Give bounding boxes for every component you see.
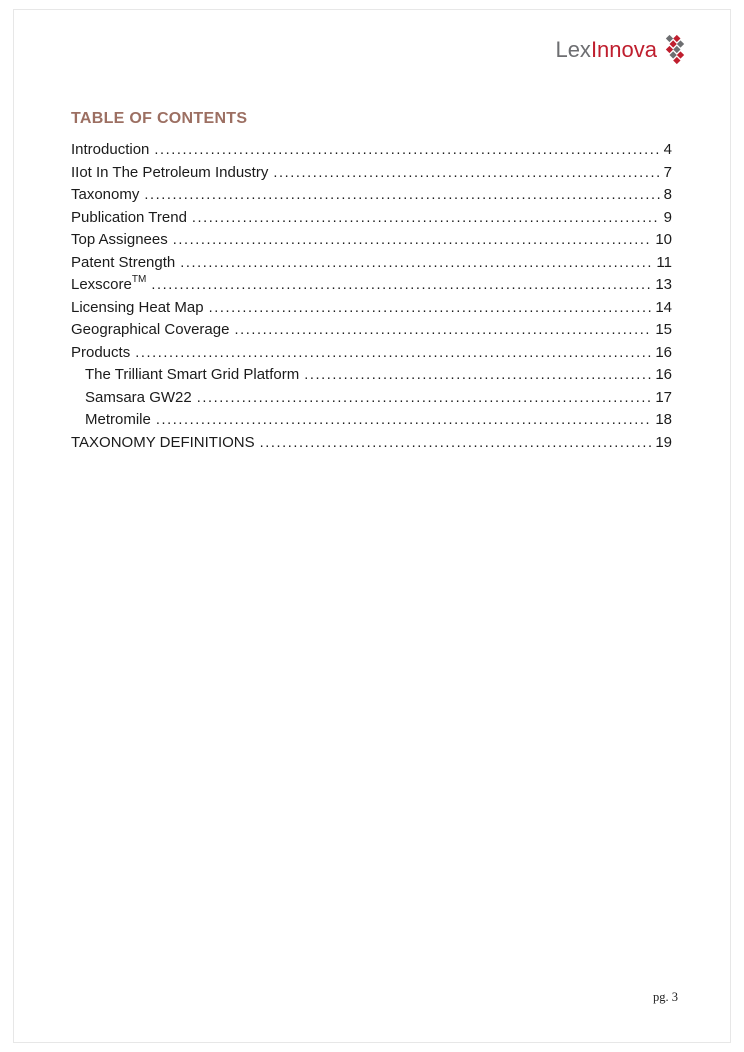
toc-dot-leader <box>173 230 652 252</box>
toc-entry-page-number: 18 <box>655 411 672 428</box>
toc-entry-title: Products <box>71 343 131 361</box>
toc-entry-title: Lexscore™ <box>71 274 147 293</box>
logo-lex: Lex <box>555 36 591 62</box>
toc-entry-page-number: 10 <box>655 231 672 248</box>
toc-entry-title: Introduction <box>71 141 150 158</box>
toc-entry-page-number: 4 <box>663 141 672 158</box>
toc-entry[interactable] <box>71 274 672 297</box>
toc-dot-leader <box>144 185 659 207</box>
toc-dot-leader <box>151 275 651 297</box>
toc-list <box>71 139 672 454</box>
toc-entry[interactable] <box>71 162 672 185</box>
toc-entry[interactable] <box>71 184 672 207</box>
toc-dot-leader <box>304 365 651 387</box>
toc-entry-page-number: 16 <box>655 366 672 383</box>
toc-entry-title: IIot In The Petroleum Industry <box>71 163 269 181</box>
toc-entry[interactable] <box>71 432 672 455</box>
toc-dot-leader <box>156 410 651 432</box>
toc-entry-title: Samsara GW22 <box>85 388 192 406</box>
toc-dot-leader <box>273 163 659 185</box>
toc-entry-page-number: 9 <box>663 208 672 226</box>
toc-entry-page-number: 19 <box>655 433 672 451</box>
logo <box>555 33 686 66</box>
toc-entry-title: The Trilliant Smart Grid Platform <box>85 366 300 383</box>
toc-entry[interactable] <box>71 387 672 410</box>
page-number-footer: pg. 3 <box>653 990 678 1004</box>
toc-entry-page-number: 13 <box>655 276 672 293</box>
toc-entry-page-number: 16 <box>655 343 672 361</box>
toc-entry-page-number: 15 <box>655 321 672 338</box>
toc-entry[interactable] <box>71 409 672 432</box>
toc-entry[interactable] <box>71 342 672 365</box>
toc-entry-title: Taxonomy <box>71 186 140 203</box>
toc-entry[interactable] <box>71 207 672 230</box>
toc-entry-title: Licensing Heat Map <box>71 298 204 316</box>
toc-dot-leader <box>234 320 651 342</box>
toc-heading: TABLE OF CONTENTS <box>71 110 248 127</box>
toc-dot-leader <box>135 343 651 365</box>
toc-dot-leader <box>154 140 659 162</box>
toc-entry[interactable] <box>71 364 672 387</box>
toc-entry-title: Patent Strength <box>71 253 176 271</box>
toc-entry-page-number: 8 <box>663 186 672 203</box>
toc-dot-leader <box>260 433 652 455</box>
toc-entry-title: Top Assignees <box>71 231 168 248</box>
toc-dot-leader <box>197 388 652 410</box>
toc-entry[interactable] <box>71 229 672 252</box>
toc-entry-title: TAXONOMY DEFINITIONS <box>71 433 255 451</box>
toc-entry-title: Metromile <box>85 411 151 428</box>
toc-entry[interactable] <box>71 139 672 162</box>
toc-dot-leader <box>180 253 652 275</box>
toc-entry-page-number: 7 <box>663 163 672 181</box>
toc-entry-page-number: 17 <box>655 388 672 406</box>
toc-entry-page-number: 14 <box>655 298 672 316</box>
toc-entry[interactable] <box>71 319 672 342</box>
toc-dot-leader <box>209 298 652 320</box>
toc-entry-page-number: 11 <box>656 253 672 271</box>
logo-text <box>555 36 657 62</box>
toc-dot-leader <box>192 208 660 230</box>
toc-entry[interactable] <box>71 252 672 275</box>
toc-entry-title: Geographical Coverage <box>71 321 230 338</box>
logo-innova: Innova <box>590 36 657 62</box>
toc-entry[interactable] <box>71 297 672 320</box>
toc-entry-title: Publication Trend <box>71 208 187 226</box>
logo-diamonds-icon <box>664 33 686 66</box>
